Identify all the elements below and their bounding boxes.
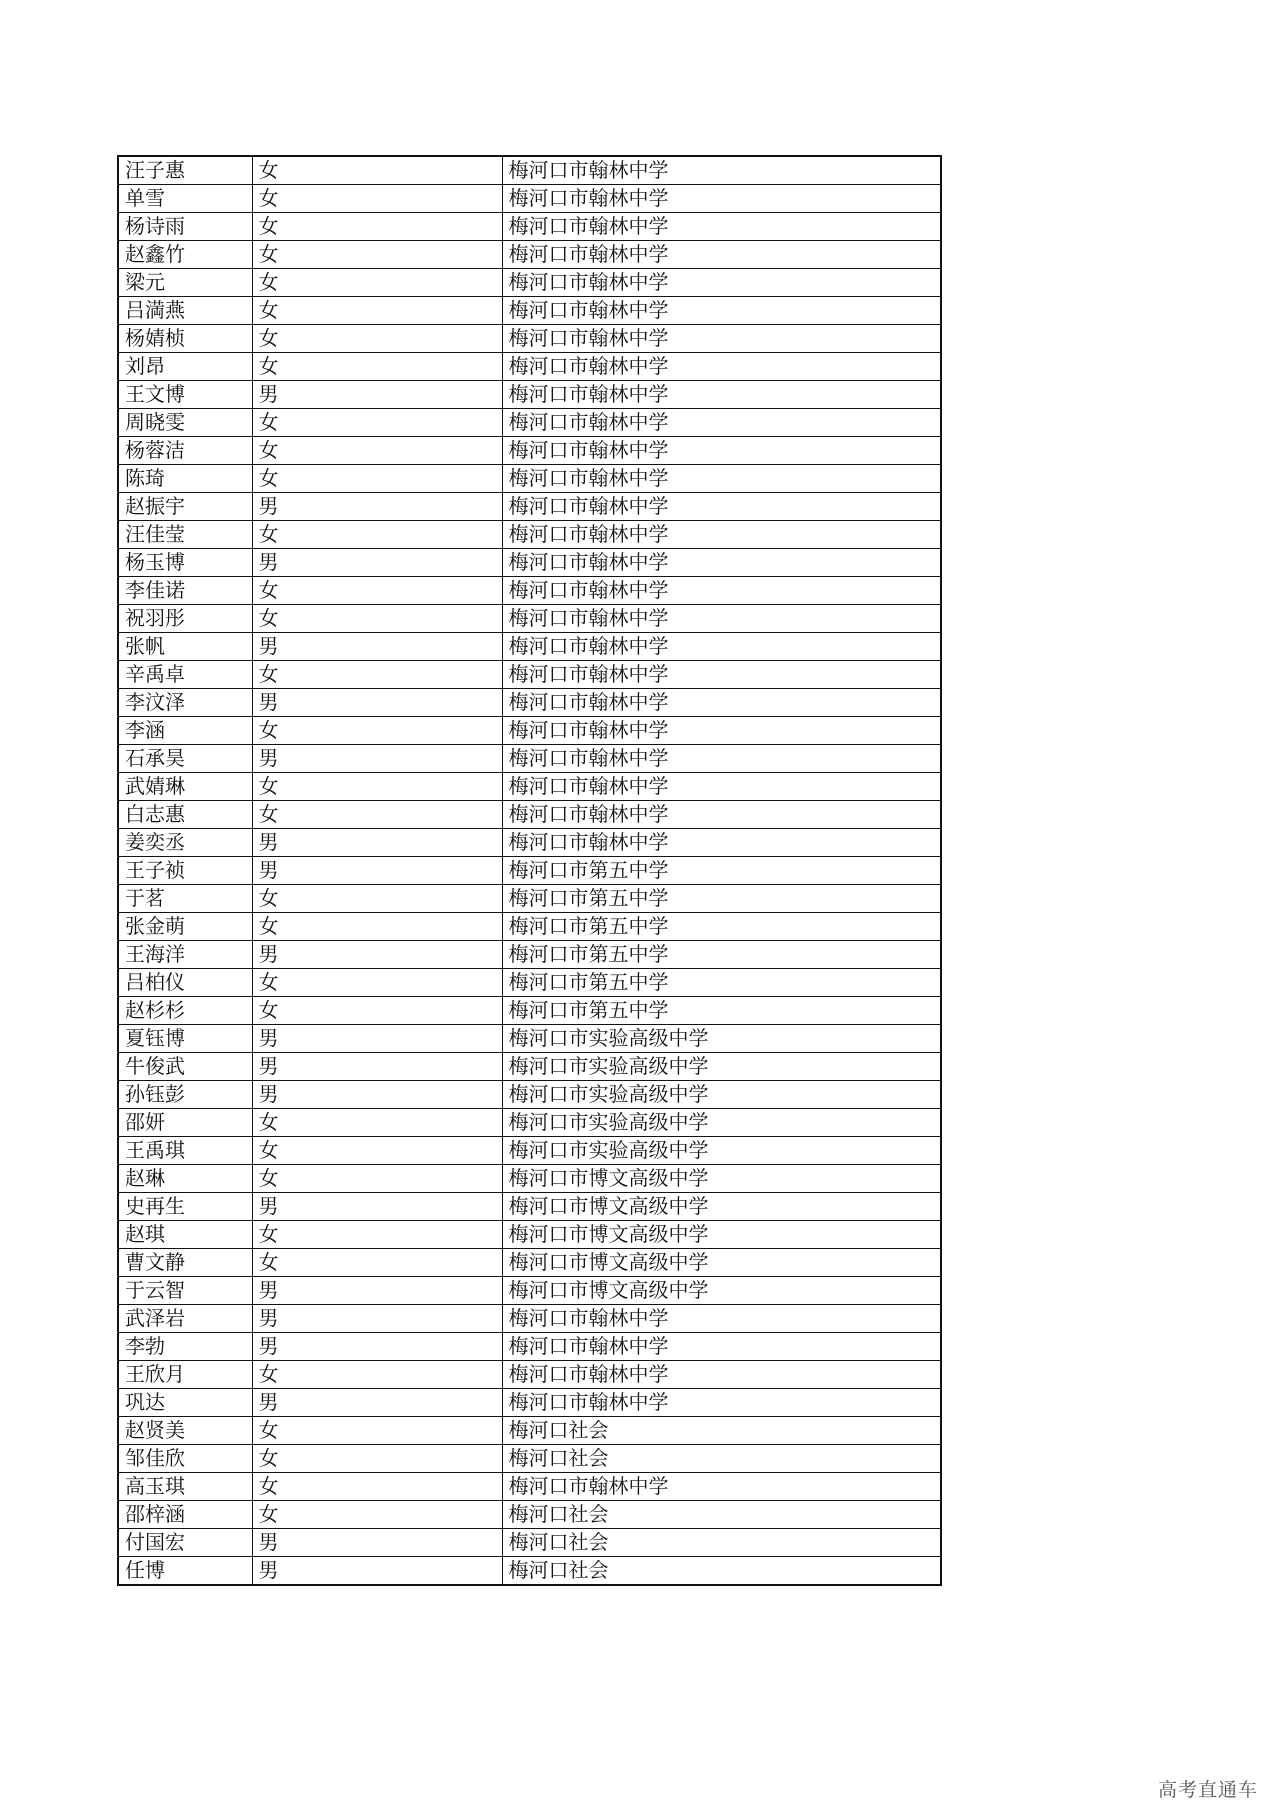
name-cell: 付国宏 (118, 1529, 252, 1557)
name-cell: 赵鑫竹 (118, 241, 252, 269)
table-row (118, 997, 941, 1025)
gender-cell: 女 (252, 297, 502, 325)
school-cell: 梅河口市翰林中学 (502, 1389, 941, 1417)
table-row (118, 969, 941, 997)
table-row (118, 1025, 941, 1053)
school-cell: 梅河口市翰林中学 (502, 745, 941, 773)
school-cell: 梅河口市翰林中学 (502, 381, 941, 409)
table-row (118, 353, 941, 381)
table-row (118, 1249, 941, 1277)
table-row (118, 1557, 941, 1586)
school-cell: 梅河口市翰林中学 (502, 577, 941, 605)
table-row (118, 941, 941, 969)
table-row (118, 213, 941, 241)
table-row (118, 381, 941, 409)
table-row (118, 745, 941, 773)
table-row (118, 1333, 941, 1361)
gender-cell: 女 (252, 1137, 502, 1165)
table-row (118, 1473, 941, 1501)
table-row (118, 885, 941, 913)
gender-cell: 女 (252, 605, 502, 633)
name-cell: 白志惠 (118, 801, 252, 829)
gender-cell: 女 (252, 1501, 502, 1529)
table-row (118, 577, 941, 605)
table-row (118, 156, 941, 185)
name-cell: 赵琳 (118, 1165, 252, 1193)
school-cell: 梅河口市翰林中学 (502, 437, 941, 465)
watermark-text: 高考直通车 (1157, 1779, 1258, 1801)
school-cell: 梅河口社会 (502, 1529, 941, 1557)
table-row (118, 661, 941, 689)
gender-cell: 女 (252, 1249, 502, 1277)
gender-cell: 男 (252, 1025, 502, 1053)
name-cell: 巩达 (118, 1389, 252, 1417)
gender-cell: 男 (252, 1557, 502, 1586)
school-cell: 梅河口市第五中学 (502, 941, 941, 969)
name-cell: 石承昊 (118, 745, 252, 773)
name-cell: 杨蓉洁 (118, 437, 252, 465)
school-cell: 梅河口市翰林中学 (502, 1473, 941, 1501)
gender-cell: 男 (252, 857, 502, 885)
table-row (118, 1305, 941, 1333)
name-cell: 杨玉博 (118, 549, 252, 577)
name-cell: 曹文静 (118, 1249, 252, 1277)
school-cell: 梅河口市翰林中学 (502, 353, 941, 381)
table-row (118, 297, 941, 325)
table-row (118, 409, 941, 437)
gender-cell: 男 (252, 493, 502, 521)
school-cell: 梅河口市翰林中学 (502, 325, 941, 353)
name-cell: 吕柏仪 (118, 969, 252, 997)
name-cell: 赵贤美 (118, 1417, 252, 1445)
gender-cell: 女 (252, 156, 502, 185)
name-cell: 赵杉杉 (118, 997, 252, 1025)
school-cell: 梅河口市翰林中学 (502, 801, 941, 829)
name-cell: 汪佳莹 (118, 521, 252, 549)
name-cell: 李涵 (118, 717, 252, 745)
school-cell: 梅河口市翰林中学 (502, 829, 941, 857)
name-cell: 吕満燕 (118, 297, 252, 325)
gender-cell: 女 (252, 521, 502, 549)
table-row (118, 521, 941, 549)
school-cell: 梅河口市翰林中学 (502, 661, 941, 689)
table-row (118, 1501, 941, 1529)
table-row (118, 773, 941, 801)
gender-cell: 女 (252, 269, 502, 297)
gender-cell: 女 (252, 409, 502, 437)
gender-cell: 女 (252, 1417, 502, 1445)
name-cell: 姜奕丞 (118, 829, 252, 857)
school-cell: 梅河口市实验高级中学 (502, 1053, 941, 1081)
school-cell: 梅河口市博文高级中学 (502, 1277, 941, 1305)
school-cell: 梅河口市翰林中学 (502, 773, 941, 801)
name-cell: 夏钰博 (118, 1025, 252, 1053)
name-cell: 杨诗雨 (118, 213, 252, 241)
school-cell: 梅河口市博文高级中学 (502, 1165, 941, 1193)
gender-cell: 女 (252, 185, 502, 213)
table-row (118, 689, 941, 717)
table-row (118, 1417, 941, 1445)
school-cell: 梅河口社会 (502, 1417, 941, 1445)
gender-cell: 女 (252, 353, 502, 381)
table-row (118, 857, 941, 885)
name-cell: 王海洋 (118, 941, 252, 969)
school-cell: 梅河口市第五中学 (502, 857, 941, 885)
name-cell: 张金萌 (118, 913, 252, 941)
gender-cell: 女 (252, 325, 502, 353)
school-cell: 梅河口市翰林中学 (502, 465, 941, 493)
school-cell: 梅河口市博文高级中学 (502, 1193, 941, 1221)
gender-cell: 女 (252, 913, 502, 941)
table-row (118, 1529, 941, 1557)
gender-cell: 女 (252, 885, 502, 913)
table-row (118, 241, 941, 269)
roster-table (117, 155, 942, 1586)
school-cell: 梅河口市实验高级中学 (502, 1025, 941, 1053)
table-row (118, 605, 941, 633)
gender-cell: 女 (252, 241, 502, 269)
gender-cell: 男 (252, 633, 502, 661)
school-cell: 梅河口市翰林中学 (502, 213, 941, 241)
school-cell: 梅河口市翰林中学 (502, 1361, 941, 1389)
gender-cell: 女 (252, 465, 502, 493)
gender-cell: 女 (252, 997, 502, 1025)
gender-cell: 女 (252, 1445, 502, 1473)
name-cell: 武泽岩 (118, 1305, 252, 1333)
school-cell: 梅河口市第五中学 (502, 913, 941, 941)
table-row (118, 269, 941, 297)
gender-cell: 男 (252, 941, 502, 969)
name-cell: 王欣月 (118, 1361, 252, 1389)
name-cell: 李佳诺 (118, 577, 252, 605)
table-row (118, 1445, 941, 1473)
school-cell: 梅河口社会 (502, 1501, 941, 1529)
gender-cell: 女 (252, 437, 502, 465)
school-cell: 梅河口市翰林中学 (502, 689, 941, 717)
school-cell: 梅河口市翰林中学 (502, 156, 941, 185)
school-cell: 梅河口市翰林中学 (502, 633, 941, 661)
school-cell: 梅河口市翰林中学 (502, 1305, 941, 1333)
gender-cell: 男 (252, 1389, 502, 1417)
school-cell: 梅河口市第五中学 (502, 997, 941, 1025)
roster-table-body (118, 156, 941, 1585)
table-row (118, 829, 941, 857)
table-row (118, 1053, 941, 1081)
name-cell: 于云智 (118, 1277, 252, 1305)
name-cell: 史再生 (118, 1193, 252, 1221)
school-cell: 梅河口市翰林中学 (502, 493, 941, 521)
gender-cell: 男 (252, 1193, 502, 1221)
gender-cell: 女 (252, 1109, 502, 1137)
gender-cell: 女 (252, 1221, 502, 1249)
name-cell: 王禹琪 (118, 1137, 252, 1165)
gender-cell: 男 (252, 1305, 502, 1333)
gender-cell: 男 (252, 829, 502, 857)
table-row (118, 1361, 941, 1389)
table-row (118, 465, 941, 493)
name-cell: 李勃 (118, 1333, 252, 1361)
school-cell: 梅河口市第五中学 (502, 969, 941, 997)
table-row (118, 1165, 941, 1193)
name-cell: 邵妍 (118, 1109, 252, 1137)
gender-cell: 女 (252, 717, 502, 745)
school-cell: 梅河口市翰林中学 (502, 717, 941, 745)
school-cell: 梅河口市第五中学 (502, 885, 941, 913)
table-row (118, 1081, 941, 1109)
gender-cell: 男 (252, 1333, 502, 1361)
gender-cell: 女 (252, 969, 502, 997)
table-row (118, 1109, 941, 1137)
school-cell: 梅河口市博文高级中学 (502, 1221, 941, 1249)
school-cell: 梅河口市翰林中学 (502, 185, 941, 213)
school-cell: 梅河口市翰林中学 (502, 409, 941, 437)
name-cell: 任博 (118, 1557, 252, 1586)
gender-cell: 男 (252, 1053, 502, 1081)
table-row (118, 1221, 941, 1249)
name-cell: 于茗 (118, 885, 252, 913)
gender-cell: 男 (252, 1529, 502, 1557)
table-row (118, 633, 941, 661)
gender-cell: 女 (252, 1165, 502, 1193)
gender-cell: 女 (252, 577, 502, 605)
gender-cell: 男 (252, 549, 502, 577)
table-row (118, 549, 941, 577)
school-cell: 梅河口市翰林中学 (502, 297, 941, 325)
name-cell: 孙钰彭 (118, 1081, 252, 1109)
name-cell: 王子祯 (118, 857, 252, 885)
school-cell: 梅河口市实验高级中学 (502, 1081, 941, 1109)
table-row (118, 185, 941, 213)
name-cell: 王文博 (118, 381, 252, 409)
gender-cell: 女 (252, 213, 502, 241)
name-cell: 单雪 (118, 185, 252, 213)
table-row (118, 1193, 941, 1221)
table-row (118, 1389, 941, 1417)
name-cell: 祝羽彤 (118, 605, 252, 633)
gender-cell: 男 (252, 689, 502, 717)
gender-cell: 男 (252, 381, 502, 409)
name-cell: 杨婧桢 (118, 325, 252, 353)
school-cell: 梅河口市博文高级中学 (502, 1249, 941, 1277)
name-cell: 张帆 (118, 633, 252, 661)
school-cell: 梅河口市翰林中学 (502, 605, 941, 633)
school-cell: 梅河口市翰林中学 (502, 1333, 941, 1361)
gender-cell: 女 (252, 1473, 502, 1501)
name-cell: 邵梓涵 (118, 1501, 252, 1529)
gender-cell: 女 (252, 801, 502, 829)
name-cell: 汪子惠 (118, 156, 252, 185)
name-cell: 梁元 (118, 269, 252, 297)
gender-cell: 女 (252, 773, 502, 801)
table-row (118, 437, 941, 465)
gender-cell: 男 (252, 1081, 502, 1109)
gender-cell: 男 (252, 745, 502, 773)
school-cell: 梅河口市翰林中学 (502, 241, 941, 269)
school-cell: 梅河口社会 (502, 1445, 941, 1473)
name-cell: 牛俊武 (118, 1053, 252, 1081)
name-cell: 赵琪 (118, 1221, 252, 1249)
table-row (118, 913, 941, 941)
table-row (118, 717, 941, 745)
table-row (118, 1277, 941, 1305)
name-cell: 高玉琪 (118, 1473, 252, 1501)
gender-cell: 男 (252, 1277, 502, 1305)
school-cell: 梅河口市翰林中学 (502, 521, 941, 549)
table-row (118, 801, 941, 829)
name-cell: 周晓雯 (118, 409, 252, 437)
name-cell: 辛禹卓 (118, 661, 252, 689)
table-row (118, 493, 941, 521)
school-cell: 梅河口社会 (502, 1557, 941, 1586)
name-cell: 刘昂 (118, 353, 252, 381)
name-cell: 赵振宇 (118, 493, 252, 521)
gender-cell: 女 (252, 661, 502, 689)
school-cell: 梅河口市实验高级中学 (502, 1137, 941, 1165)
name-cell: 武婧琳 (118, 773, 252, 801)
school-cell: 梅河口市翰林中学 (502, 269, 941, 297)
table-row (118, 1137, 941, 1165)
gender-cell: 女 (252, 1361, 502, 1389)
school-cell: 梅河口市实验高级中学 (502, 1109, 941, 1137)
name-cell: 邹佳欣 (118, 1445, 252, 1473)
table-row (118, 325, 941, 353)
school-cell: 梅河口市翰林中学 (502, 549, 941, 577)
name-cell: 李汶泽 (118, 689, 252, 717)
name-cell: 陈琦 (118, 465, 252, 493)
